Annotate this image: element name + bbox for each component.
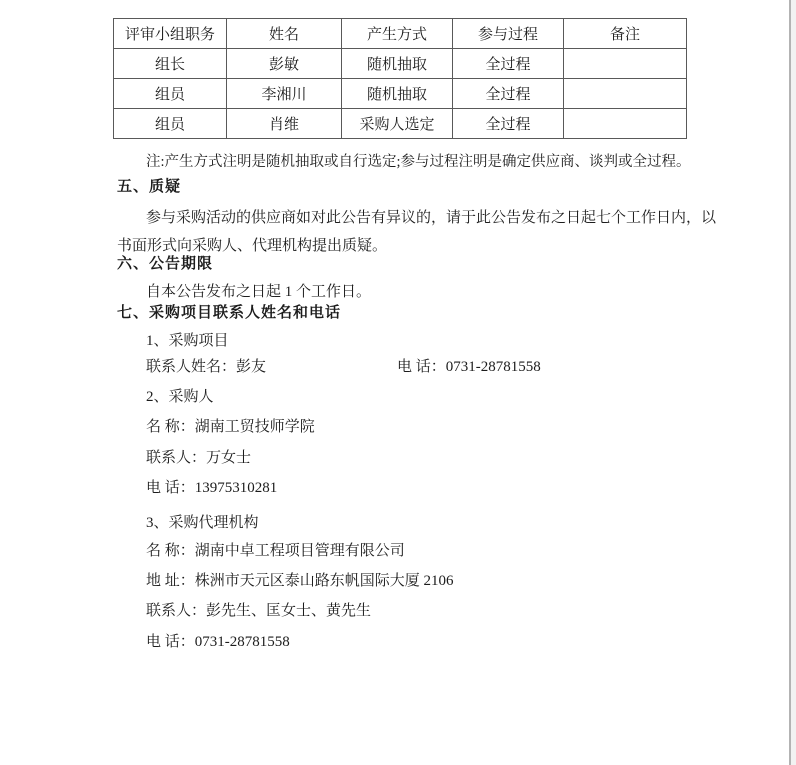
section-7-heading: 七、采购项目联系人姓名和电话 — [117, 304, 342, 321]
cell-role: 组员 — [114, 109, 227, 139]
cell-participation: 全过程 — [453, 79, 564, 109]
header-name: 姓名 — [227, 19, 342, 49]
cell-name: 彭敏 — [227, 49, 342, 79]
section-6-heading: 六、公告期限 — [117, 255, 214, 272]
item2-contact: 联系人：万女士 — [146, 450, 252, 466]
section-5-paragraph-line-2: 书面形式向采购人、代理机构提出质疑。 — [117, 238, 388, 254]
cell-selection-method: 随机抽取 — [342, 79, 453, 109]
section-5-heading: 五、质疑 — [117, 178, 182, 195]
table-header-row — [114, 19, 687, 49]
item3-contact: 联系人：彭先生、匡女士、黄先生 — [146, 603, 372, 619]
cell-role: 组员 — [114, 79, 227, 109]
cell-participation: 全过程 — [453, 109, 564, 139]
cell-participation: 全过程 — [453, 49, 564, 79]
page-outside-background — [791, 0, 796, 765]
table-note: 注:产生方式注明是随机抽取或自行选定;参与过程注明是确定供应商、谈判或全过程。 — [146, 154, 691, 170]
section-6-body: 自本公告发布之日起 1 个工作日。 — [146, 284, 372, 300]
cell-role: 组长 — [114, 49, 227, 79]
section-5-paragraph-line-1: 参与采购活动的供应商如对此公告有异议的，请于此公告发布之日起七个工作日内，以 — [146, 210, 717, 226]
item3-title: 3、采购代理机构 — [146, 515, 259, 531]
item2-title: 2、采购人 — [146, 389, 214, 405]
cell-selection-method: 采购人选定 — [342, 109, 453, 139]
review-team-table — [113, 18, 687, 139]
header-selection-method: 产生方式 — [342, 19, 453, 49]
cell-remarks — [564, 79, 687, 109]
item3-phone: 电 话：0731-28781558 — [146, 634, 290, 650]
item2-name: 名 称：湖南工贸技师学院 — [146, 419, 315, 435]
cell-name: 肖维 — [227, 109, 342, 139]
header-participation: 参与过程 — [453, 19, 564, 49]
table-row — [114, 79, 687, 109]
cell-selection-method: 随机抽取 — [342, 49, 453, 79]
item1-title: 1、采购项目 — [146, 333, 229, 349]
item1-phone: 电 话：0731-28781558 — [397, 359, 541, 375]
item3-name: 名 称：湖南中卓工程项目管理有限公司 — [146, 543, 405, 559]
header-role: 评审小组职务 — [114, 19, 227, 49]
cell-remarks — [564, 109, 687, 139]
cell-remarks — [564, 49, 687, 79]
header-remarks: 备注 — [564, 19, 687, 49]
cell-name: 李湘川 — [227, 79, 342, 109]
table-row — [114, 109, 687, 139]
item3-address: 地 址：株洲市天元区泰山路东帆国际大厦 2106 — [146, 573, 454, 589]
item1-contact-name: 联系人姓名：彭友 — [146, 359, 267, 375]
table-row — [114, 49, 687, 79]
item2-phone: 电 话：13975310281 — [146, 480, 278, 496]
